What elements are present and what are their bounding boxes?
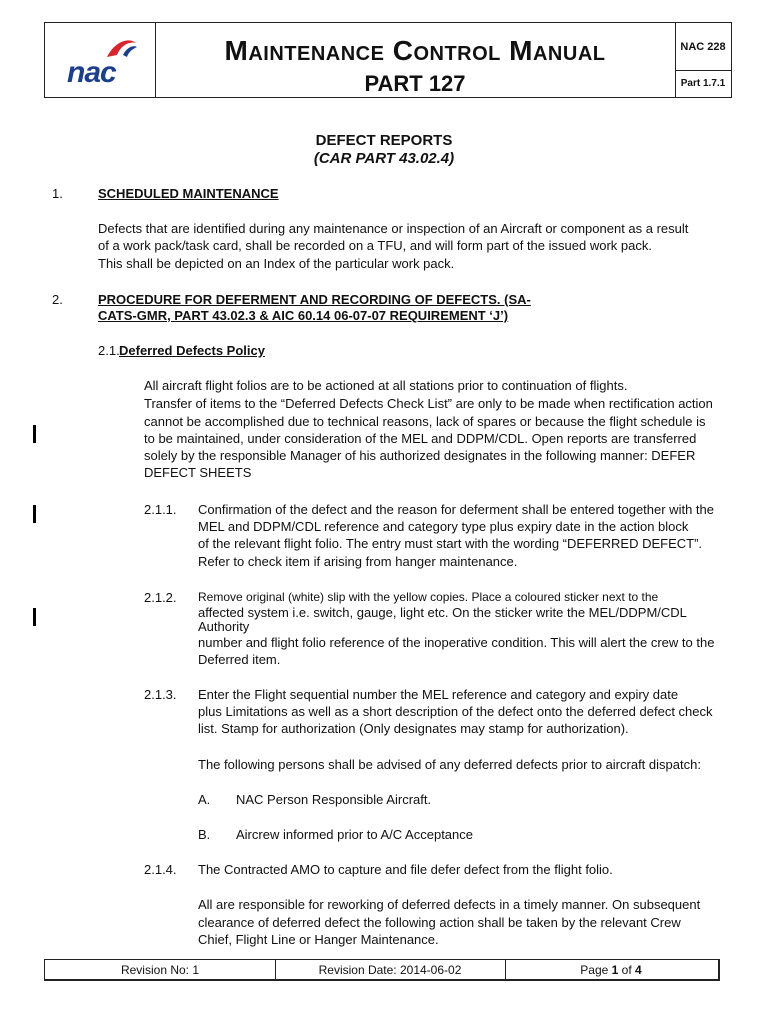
section-1-line: This shall be depicted on an Index of the particular work pack. (98, 256, 455, 271)
policy-line: Transfer of items to the “Deferred Defects Check List” are only to be made when rectification action (144, 396, 713, 411)
doc-code: NAC 228 (675, 23, 731, 71)
section-2-number: 2. (52, 292, 63, 307)
section-1-number: 1. (52, 186, 63, 201)
doc-title: DEFECT REPORTS (315, 132, 453, 149)
item-2-1-2-line: Deferred item. (198, 652, 281, 667)
policy-line: solely by the responsible Manager of his authorized designates in the following manner: DEFER (144, 448, 696, 463)
page-mid: of (618, 963, 636, 977)
item-2-1-1-line: Refer to check item if arising from hanger maintenance. (198, 554, 518, 569)
item-2-1-1-line: MEL and DDPM/CDL reference and category type plus expiry date in the action block (198, 519, 689, 534)
item-2-1-2-line: Authority (198, 619, 250, 634)
revision-bar (33, 608, 36, 626)
item-2-1-4-number: 2.1.4. (144, 862, 177, 877)
revision-date: Revision Date: 2014-06-02 (275, 960, 506, 980)
code-cell (675, 23, 731, 97)
item-2-1-2-line: Remove original (white) slip with the yellow copies. Place a coloured sticker next to the (198, 590, 659, 604)
item-2-1-1-line: Confirmation of the defect and the reason for deferment shall be entered together with the (198, 502, 714, 517)
section-1-heading: SCHEDULED MAINTENANCE (98, 186, 279, 201)
list-text-b: Aircrew informed prior to A/C Acceptance (236, 827, 473, 842)
item-2-1-1-line: of the relevant flight folio. The entry must start with the wording “DEFERRED DEFECT”. (198, 536, 703, 551)
item-2-1-4-text: The Contracted AMO to capture and file defer defect from the flight folio. (198, 862, 613, 877)
page-indicator (505, 960, 717, 980)
header-table (44, 22, 732, 98)
item-2-1-4-line: Chief, Flight Line or Hanger Maintenance. (198, 932, 439, 947)
title-cell (155, 23, 676, 97)
manual-part: PART 127 (364, 71, 466, 96)
item-2-1-2-number: 2.1.2. (144, 590, 177, 605)
revision-bar (33, 425, 36, 443)
section-2-heading-line1: PROCEDURE FOR DEFERMENT AND RECORDING OF DEFECTS. (SA- (98, 292, 531, 307)
item-2-1-4-line: clearance of deferred defect the following action shall be taken by the relevant Crew (198, 915, 681, 930)
item-2-1-2-line: affected system i.e. switch, gauge, light etc. On the sticker write the MEL/DDPM/CDL (198, 605, 687, 620)
item-2-1-2-line: number and flight folio reference of the inoperative condition. This will alert the crew to the (198, 635, 715, 650)
revision-bar (33, 505, 36, 523)
footer (44, 959, 720, 981)
item-2-1-3-line: Enter the Flight sequential number the MEL reference and category and expiry date (198, 687, 679, 702)
page-total: 4 (635, 963, 642, 977)
list-label-b: B. (198, 827, 211, 842)
subsection-number: 2.1. (98, 343, 120, 358)
logo-cell (45, 23, 156, 97)
subsection-title: Deferred Defects Policy (119, 343, 265, 358)
logo: nac (67, 56, 116, 89)
list-text-a: NAC Person Responsible Aircraft. (236, 792, 432, 807)
item-2-1-3-line: plus Limitations as well as a short description of the defect onto the deferred defect check (198, 704, 713, 719)
section-1-line: of a work pack/task card, shall be recorded on a TFU, and will form part of the issued work pack. (98, 238, 652, 253)
manual-title: Maintenance Control Manual (224, 35, 606, 66)
list-label-a: A. (198, 792, 211, 807)
item-2-1-3-number: 2.1.3. (144, 687, 177, 702)
section-1-line: Defects that are identified during any maintenance or inspection of an Aircraft or component as a result (98, 221, 689, 236)
part-code: Part 1.7.1 (680, 78, 726, 89)
page-prefix: Page (580, 963, 612, 977)
policy-line: to be maintained, under consideration of the MEL and DDPM/CDL. Open reports are transferred (144, 431, 697, 446)
item-2-1-4-line: All are responsible for reworking of deferred defects in a timely manner. On subsequent (198, 897, 701, 912)
policy-line: All aircraft flight folios are to be actioned at all stations prior to continuation of flights. (144, 378, 628, 393)
item-2-1-3-line: list. Stamp for authorization (Only designates may stamp for authorization). (198, 721, 629, 736)
doc-subtitle: (CAR PART 43.02.4) (313, 150, 455, 167)
advise-text: The following persons shall be advised of any deferred defects prior to aircraft dispatch: (198, 757, 701, 772)
item-2-1-1-number: 2.1.1. (144, 502, 177, 517)
policy-line: DEFECT SHEETS (144, 465, 252, 480)
page-number: 1 (611, 963, 619, 977)
policy-line: cannot be accomplished due to technical reasons, lack of spares or because the flight schedule is (144, 414, 706, 429)
section-2-heading-line2: CATS-GMR, PART 43.02.3 & AIC 60.14 06-07-07 REQUIREMENT ‘J’) (98, 308, 509, 323)
revision-number: Revision No: 1 (45, 960, 276, 980)
